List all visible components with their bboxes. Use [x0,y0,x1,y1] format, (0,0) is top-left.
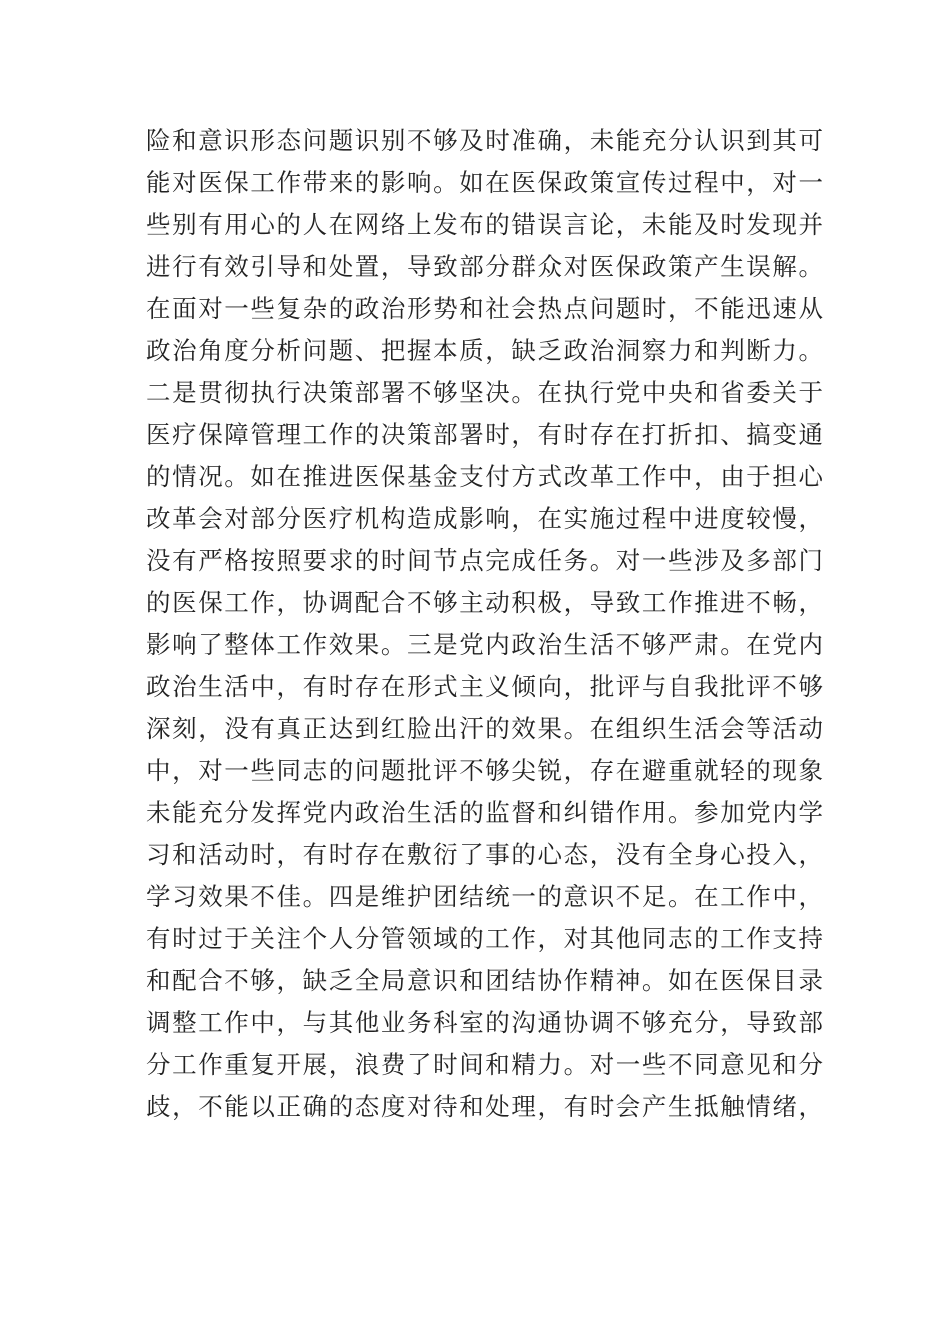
text-line-10: 改革会对部分医疗机构造成影响，在实施过程中进度较慢， [146,504,825,533]
text-line-8: 医疗保障管理工作的决策部署时，有时存在打折扣、搞变通 [146,420,825,449]
text-line-1: 险和意识形态问题识别不够及时准确，未能充分认识到其可 [146,126,825,155]
text-line-15: 深刻，没有真正达到红脸出汗的效果。在组织生活会等活动 [146,714,825,743]
text-line-20: 有时过于关注个人分管领域的工作，对其他同志的工作支持 [146,924,825,953]
text-line-9: 的情况。如在推进医保基金支付方式改革工作中，由于担心 [146,462,825,491]
text-line-7: 二是贯彻执行决策部署不够坚决。在执行党中央和省委关于 [146,378,825,407]
text-line-17: 未能充分发挥党内政治生活的监督和纠错作用。参加党内学 [146,798,825,827]
text-line-13: 影响了整体工作效果。三是党内政治生活不够严肃。在党内 [146,630,825,659]
text-line-12: 的医保工作，协调配合不够主动积极，导致工作推进不畅， [146,588,825,617]
text-line-2: 能对医保工作带来的影响。如在医保政策宣传过程中，对一 [146,168,825,197]
text-line-6: 政治角度分析问题、把握本质，缺乏政治洞察力和判断力。 [146,336,825,365]
text-line-23: 分工作重复开展，浪费了时间和精力。对一些不同意见和分 [146,1050,825,1079]
text-line-16: 中，对一些同志的问题批评不够尖锐，存在避重就轻的现象 [146,756,825,785]
text-line-19: 学习效果不佳。四是维护团结统一的意识不足。在工作中， [146,882,825,911]
text-line-4: 进行有效引导和处置，导致部分群众对医保政策产生误解。 [146,252,825,281]
text-line-18: 习和活动时，有时存在敷衍了事的心态，没有全身心投入， [146,840,825,869]
text-line-5: 在面对一些复杂的政治形势和社会热点问题时，不能迅速从 [146,294,825,323]
document-body [146,120,846,1128]
text-line-22: 调整工作中，与其他业务科室的沟通协调不够充分，导致部 [146,1008,825,1037]
text-line-21: 和配合不够，缺乏全局意识和团结协作精神。如在医保目录 [146,966,825,995]
text-line-14: 政治生活中，有时存在形式主义倾向，批评与自我批评不够 [146,672,825,701]
text-line-3: 些别有用心的人在网络上发布的错误言论，未能及时发现并 [146,210,825,239]
text-line-24: 歧，不能以正确的态度对待和处理，有时会产生抵触情绪， [146,1092,825,1121]
text-line-11: 没有严格按照要求的时间节点完成任务。对一些涉及多部门 [146,546,825,575]
